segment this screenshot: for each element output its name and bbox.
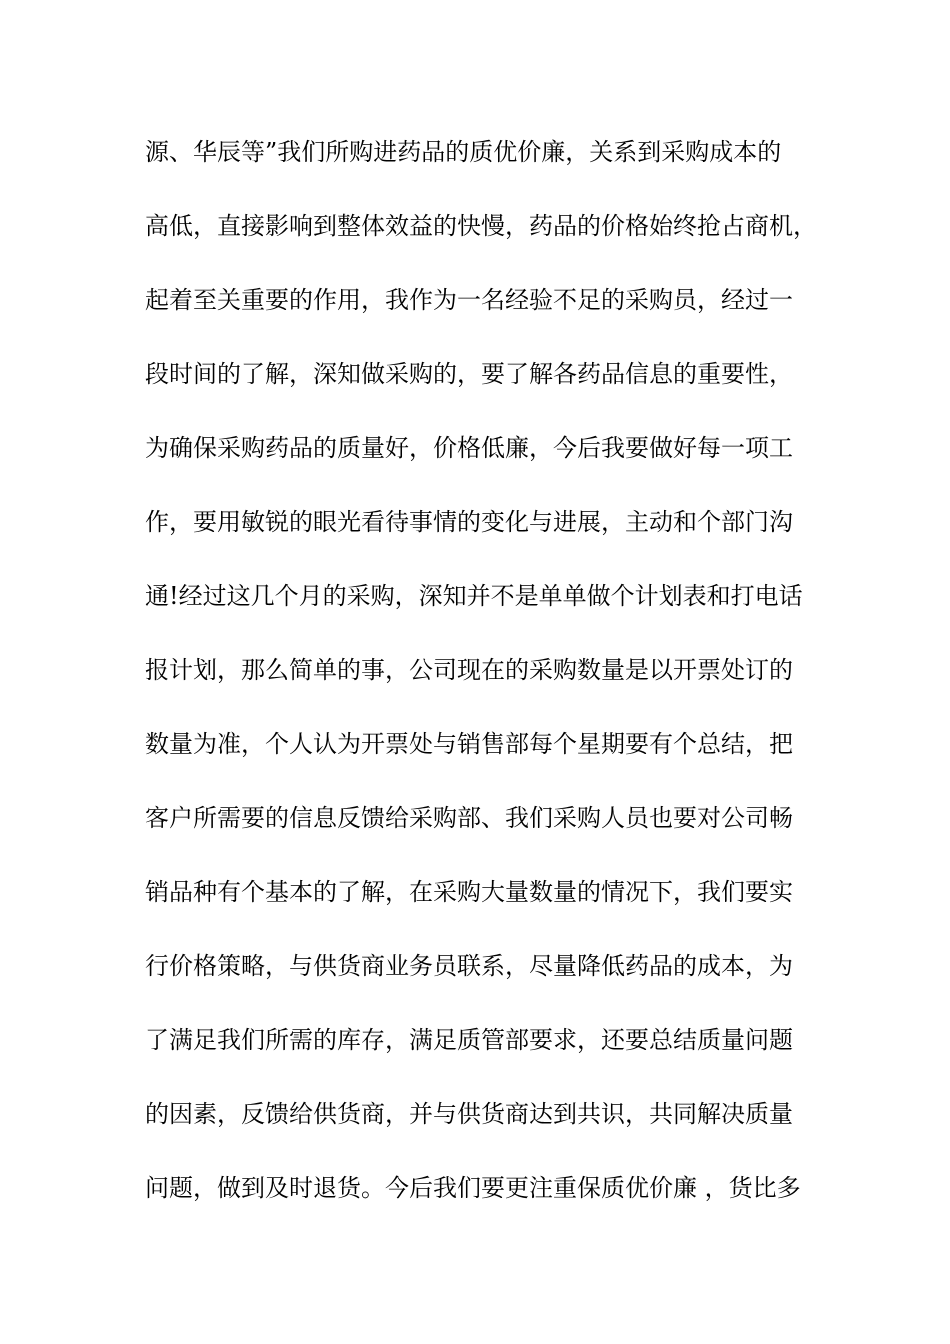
text-line: 高低，直接影响到整体效益的快慢，药品的价格始终抢占商机， (145, 212, 817, 240)
text-line: 行价格策略，与供货商业务员联系，尽量降低药品的成本，为 (145, 952, 793, 980)
text-line: 作，要用敏锐的眼光看待事情的变化与进展，主动和个部门沟 (145, 508, 793, 536)
text-line: 段时间的了解，深知做采购的，要了解各药品信息的重要性， (145, 360, 793, 388)
text-line: 客户所需要的信息反馈给采购部、我们采购人员也要对公司畅 (145, 804, 793, 832)
text-line: 起着至关重要的作用，我作为一名经验不足的采购员，经过一 (145, 286, 793, 314)
text-line: 报计划，那么简单的事，公司现在的采购数量是以开票处订的 (145, 656, 793, 684)
text-line: 数量为准，个人认为开票处与销售部每个星期要有个总结，把 (145, 730, 793, 758)
text-line: 通!经过这几个月的采购，深知并不是单单做个计划表和打电话 (145, 582, 803, 610)
text-line: 问题，做到及时退货。今后我们要更注重保质优价廉 ，货比多 (145, 1174, 801, 1202)
text-line: 为确保采购药品的质量好，价格低廉，今后我要做好每一项工 (145, 434, 793, 462)
text-line: 源、华辰等”我们所购进药品的质优价廉，关系到采购成本的 (145, 138, 782, 166)
text-line: 的因素，反馈给供货商，并与供货商达到共识，共同解决质量 (145, 1100, 793, 1128)
body-text (145, 133, 835, 1243)
text-line: 了满足我们所需的库存，满足质管部要求，还要总结质量问题 (145, 1026, 793, 1054)
text-line: 销品种有个基本的了解，在采购大量数量的情况下，我们要实 (145, 878, 793, 906)
